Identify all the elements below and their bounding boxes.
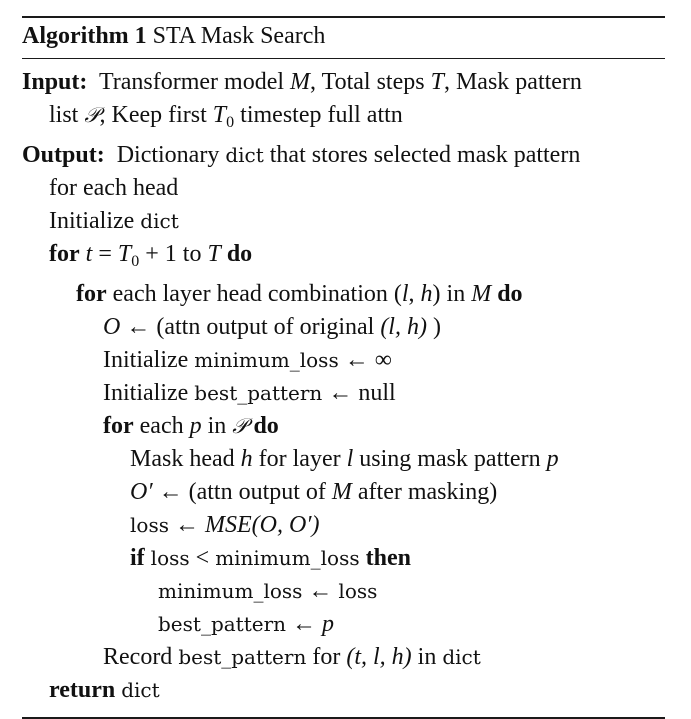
for-keyword: for [76,281,107,307]
statement-text: Initialize [103,380,189,406]
math-op: + 1 [139,241,177,267]
statement-text: in [207,413,227,439]
record-line [22,641,665,674]
init-best-pattern-line [22,377,665,410]
init-min-loss-line [22,344,665,377]
math-var: p [189,413,202,439]
math-dict: dict [225,143,264,167]
input-text: timestep full attn [240,102,403,128]
input-text: , Total steps [310,69,425,95]
math-var: l [401,281,409,307]
output-line-1 [22,139,665,172]
math-value: ∞ [374,347,392,373]
then-keyword: then [365,545,411,571]
math-op: ) [426,314,441,340]
math-var: O′ [130,479,153,505]
statement-text: Mask head [130,446,235,472]
statement-text: after masking) [357,479,498,505]
math-var: minimum_loss [194,348,339,372]
do-keyword: do [253,413,279,439]
math-var: minimum_loss [158,579,303,603]
math-op: , [408,281,421,307]
math-var: loss [338,579,378,603]
statement-text: for [312,644,341,670]
title-rule [22,58,665,59]
math-op: ← [120,314,157,340]
for-p-line [22,410,665,443]
o-prime-assign-line [22,476,665,509]
output-text: for each head [49,175,179,201]
output-text: that stores selected mask pattern [269,142,581,168]
statement-text: in [446,281,466,307]
math-var: p [546,446,559,472]
output-text: Dictionary [116,142,220,168]
do-keyword: do [497,281,523,307]
math-dict: dict [442,645,481,669]
if-keyword: if [130,545,145,571]
math-op: ) [432,281,441,307]
math-var: loss [150,546,190,570]
math-var: h [240,446,253,472]
math-var: minimum_loss [215,546,360,570]
math-var: best_pattern [194,381,323,405]
return-keyword: return [49,677,116,703]
init-dict-line [22,205,665,238]
math-op: < [189,545,216,571]
math-op: ← [168,512,205,538]
assign-min-loss-line [22,575,665,608]
statement-text: null [358,380,396,406]
input-text: , Keep first [99,102,207,128]
for-keyword: for [103,413,134,439]
algorithm-block [22,16,665,719]
math-op: = [92,241,118,267]
return-line [22,674,665,707]
statement-text: each layer head combination [112,281,388,307]
math-op: ← [152,479,189,505]
for-t-line [22,238,665,278]
math-var: M [471,281,492,307]
loss-assign-line [22,509,665,542]
statement-text: each [139,413,184,439]
if-line [22,542,665,575]
math-dict: dict [121,678,160,702]
for-layer-head-line [22,278,665,311]
math-var: h [420,281,433,307]
statement-text: using mask pattern [359,446,541,472]
math-var: M [290,69,311,95]
input-text: list [49,102,79,128]
math-var: l [346,446,354,472]
math-tuple: (t, l, h) [346,644,412,670]
input-text: Transformer model [98,69,285,95]
math-set: 𝒫 [84,103,100,127]
statement-text: (attn output of original [156,314,375,340]
math-var: T [212,102,227,128]
output-line-2 [22,172,665,205]
algorithm-name: STA Mask Search [152,23,326,49]
input-line-1 [22,66,665,99]
math-var: t [85,241,93,267]
math-op: ← [302,578,339,604]
input-text: , Mask pattern [443,69,582,95]
math-tuple: (l, h) [380,314,427,340]
math-var: M [331,479,352,505]
input-keyword: Input: [22,69,88,95]
statement-text: (attn output of [188,479,326,505]
algorithm-title [22,18,665,51]
mask-line [22,443,665,476]
assign-best-pattern-line [22,608,665,641]
statement-text: for layer [258,446,341,472]
math-var: loss [130,513,169,537]
math-expression: MSE(O, O′) [204,512,320,538]
math-op: ← [338,347,375,373]
o-assign-line [22,311,665,344]
math-var: T [117,241,132,267]
math-subscript: 0 [131,253,140,270]
for-keyword: for [49,241,80,267]
math-op: ← [286,611,323,637]
statement-text: Initialize [103,347,189,373]
output-keyword: Output: [22,142,105,168]
math-var: best_pattern [178,645,307,669]
math-dict: dict [140,209,179,233]
math-var: T [430,69,444,95]
math-var: O [103,314,121,340]
statement-text: Record [103,644,173,670]
input-line-2 [22,99,665,139]
statement-text: Initialize [49,208,135,234]
math-var: p [322,611,335,637]
math-set: 𝒫 [232,414,248,438]
algorithm-label: Algorithm 1 [22,23,147,49]
math-var: T [207,241,221,267]
statement-text: to [176,241,208,267]
math-subscript: 0 [226,114,235,131]
do-keyword: do [226,241,253,267]
algorithm-body [22,66,665,707]
math-op: ← [322,380,359,406]
statement-text: in [417,644,437,670]
math-var: best_pattern [158,612,287,636]
math-op: ( [393,281,402,307]
